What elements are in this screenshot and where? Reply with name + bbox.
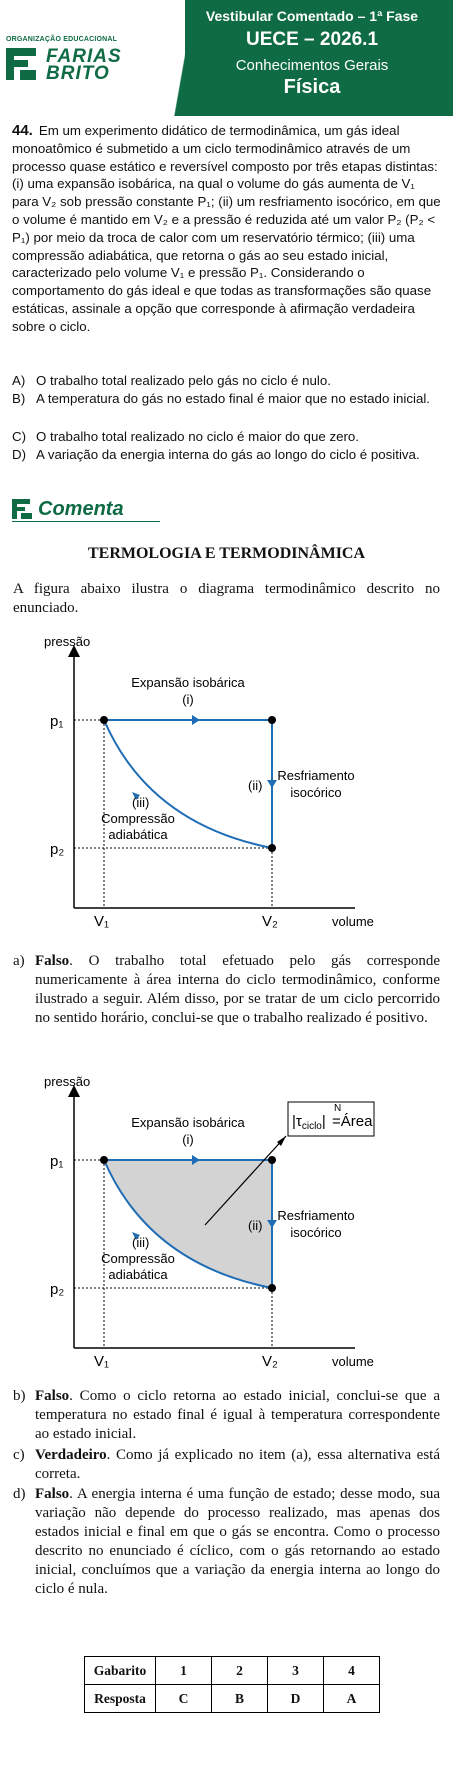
item-a [13, 952, 440, 1028]
comenta-label: Comenta [38, 498, 124, 520]
work-eq: =Área [332, 1113, 373, 1130]
state-point [268, 716, 276, 724]
v1-label: V₁ [94, 1353, 110, 1370]
table-cell: B [212, 1685, 268, 1713]
header-exam: Vestibular Comentado – 1ª Fase [205, 8, 419, 24]
option-text: O trabalho total realizado no ciclo é maior do que zero. [36, 429, 360, 444]
step2-number: (ii) [248, 778, 263, 793]
v2-label: V₂ [262, 1353, 278, 1370]
comenta-heading [12, 497, 160, 523]
step1-number: (i) [182, 692, 194, 707]
logo-org-text: ORGANIZAÇÃO EDUCACIONAL [6, 36, 118, 43]
x-axis-label: volume [332, 1354, 374, 1369]
table-cell: D [268, 1685, 324, 1713]
comenta-logo-icon [12, 499, 34, 519]
p1-label: p₁ [50, 1153, 64, 1170]
comenta-underline [12, 521, 160, 522]
item-verdict: Falso [35, 1486, 70, 1502]
table-cell: 2 [212, 1657, 268, 1685]
section-title: TERMOLOGIA E TERMODINÂMICA [87, 545, 366, 562]
state-point [268, 1156, 276, 1164]
table-row [85, 1657, 380, 1685]
question-statement [12, 122, 442, 336]
item-c [13, 1446, 440, 1484]
question-number: 44. [12, 122, 33, 139]
item-d [13, 1485, 440, 1599]
step3-label-b: adiabática [108, 827, 168, 842]
option-c [12, 428, 442, 446]
item-text: . Como o ciclo retorna ao estado inicial, conclui-se que a temperatura no estado final é igual à temperatura correspondente ao estado inicial. [35, 1388, 440, 1442]
option-d [12, 446, 442, 464]
work-sub: ciclo [301, 1121, 322, 1132]
item-letter: d) [13, 1486, 26, 1502]
item-verdict: Verdadeiro [35, 1447, 107, 1463]
step3-label-a: Compressão [101, 1251, 175, 1266]
item-text: . O trabalho total efetuado pelo gás corresponde numericamente à área interna do ciclo termodinâmico, conforme ilustrado a seguir. Além disso, por se tratar de um ciclo percorrido no sentido horário, conclui-se que o trabalho realizado é positivo. [35, 953, 440, 1026]
option-letter: C) [12, 429, 27, 444]
pv-diagram-2-svg [40, 1070, 400, 1370]
state-point [100, 1156, 108, 1164]
step2-label-b: isocórico [290, 1225, 342, 1240]
step2-label-a: Resfriamento [277, 768, 355, 783]
step1-number: (i) [182, 1132, 194, 1147]
option-letter: A) [12, 373, 26, 388]
p1-label: p₁ [50, 713, 64, 730]
step2-number: (ii) [248, 1218, 263, 1233]
option-letter: D) [12, 447, 27, 462]
logo-icon [6, 48, 42, 80]
item-letter: a) [13, 953, 25, 969]
y-axis-label: pressão [44, 1074, 91, 1089]
table-cell: 3 [268, 1657, 324, 1685]
pv-diagram-1 [40, 630, 400, 930]
pv-diagram-2 [40, 1070, 400, 1370]
state-point [268, 1284, 276, 1292]
step3-label-b: adiabática [108, 1267, 168, 1282]
arrow-icon [267, 780, 277, 788]
header-area: Conhecimentos Gerais [235, 57, 389, 74]
arrow-icon [192, 715, 200, 725]
step3-number: (iii) [132, 1235, 150, 1250]
option-letter: B) [12, 391, 26, 406]
step2-label-a: Resfriamento [277, 1208, 355, 1223]
step1-label: Expansão isobárica [131, 675, 245, 690]
logo-word-farias: FARIAS [46, 46, 122, 67]
answer-table [84, 1656, 380, 1713]
option-b [12, 390, 442, 408]
table-cell: 1 [156, 1657, 212, 1685]
item-verdict: Falso [35, 953, 70, 969]
logo-word-brito: BRITO [46, 63, 110, 84]
step2-label-b: isocórico [290, 785, 342, 800]
state-point [268, 844, 276, 852]
v2-label: V₂ [262, 913, 278, 930]
option-text: O trabalho total realizado pelo gás no ciclo é nulo. [36, 373, 331, 388]
item-b [13, 1387, 440, 1444]
intro-text: A figura abaixo ilustra o diagrama termodinâmico descrito no enunciado. [13, 581, 440, 616]
header-subject: Física [283, 76, 341, 98]
work-formula: $|\tau_{ciclo}|$ [292, 1113, 326, 1132]
table-cell: 4 [324, 1657, 380, 1685]
state-point [100, 716, 108, 724]
step3-number: (iii) [132, 795, 150, 810]
option-a [12, 372, 442, 390]
x-axis-label: volume [332, 914, 374, 929]
table-header-gabarito: Gabarito [85, 1657, 156, 1685]
item-text: . Como já explicado no item (a), essa alternativa está correta. [35, 1447, 440, 1482]
item-verdict: Falso [35, 1388, 70, 1404]
v1-label: V₁ [94, 913, 110, 930]
option-text: A temperatura do gás no estado final é maior que no estado inicial. [36, 391, 430, 406]
pv-diagram-1-svg [40, 630, 400, 930]
header-institution: UECE – 2026.1 [245, 29, 379, 50]
p2-label: p₂ [50, 841, 65, 858]
table-cell: C [156, 1685, 212, 1713]
option-text: A variação da energia interna do gás ao longo do ciclo é positiva. [36, 447, 420, 462]
p2-label: p₂ [50, 1281, 65, 1298]
step1-label: Expansão isobárica [131, 1115, 245, 1130]
item-text: . A energia interna é uma função de estado; desse modo, sua variação não depende do processo realizado, mas apenas dos estados inicial e final em que o gás se encontra. Como o processo descrito no enunciado é cíclico, com o gás retornando ao estado inicial, concluímos que a variação da energia interna ao longo do ciclo é nula. [35, 1486, 440, 1597]
table-row [85, 1685, 380, 1713]
question-text: Em um experimento didático de termodinâmica, um gás ideal monoatômico é submetido a um ciclo termodinâmico através de um processo quase estático e reversível composto por três etapas distintas: (i) uma expansão isobárica, na qual o volume do gás aumenta de V₁ para V₂ sob pressão constante P₁; (ii) um resfriamento isocórico, em que o volume é mantido em V₂ e a pressão é reduzida até um valor P₂ (P₂ < P₁) por meio da troca de calor com um reservatório térmico; (iii) uma compressão adiabática, que retorna o gás ao seu estado inicial, caracterizado pelo volume V₁ e pressão P₁. Considerando o comportamento do gás ideal e que todas as transformações são quase estáticas, assinale a opção que corresponde à afirmação verdadeira sobre o ciclo. [12, 123, 441, 334]
item-letter: c) [13, 1447, 25, 1463]
page-header [0, 0, 453, 116]
work-sup: N [334, 1103, 342, 1114]
table-header-resposta: Resposta [85, 1685, 156, 1713]
item-letter: b) [13, 1388, 26, 1404]
y-axis-label: pressão [44, 634, 91, 649]
table-cell: A [324, 1685, 380, 1713]
step3-label-a: Compressão [101, 811, 175, 826]
work-symbol: τ [295, 1113, 302, 1130]
